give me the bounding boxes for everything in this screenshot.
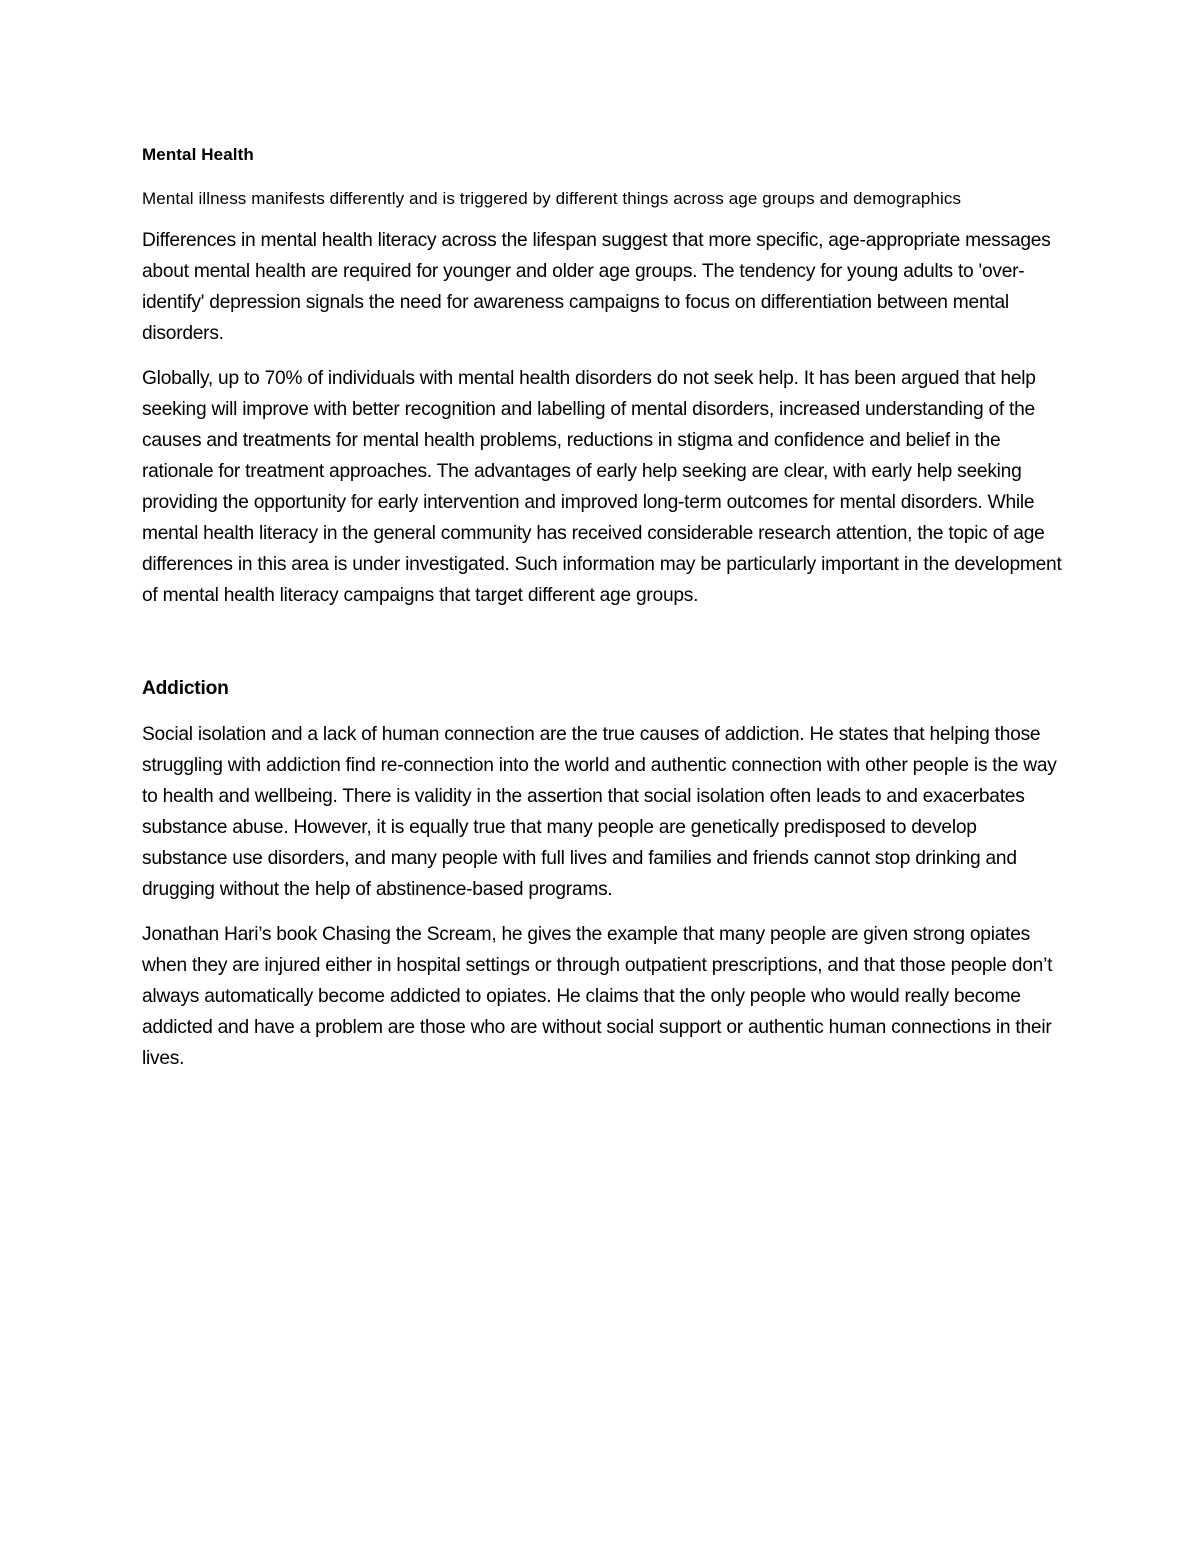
addiction-paragraph-1: Social isolation and a lack of human connection are the true causes of addiction. He states that helping those struggling with addiction find re-connection into the world and authentic connection with other people is the way to health and wellbeing. There is validity in the assertion that social isolation often leads to and exacerbates substance abuse. However, it is equally true that many people are genetically predisposed to develop substance use disorders, and many people with full lives and families and friends cannot stop drinking and drugging without the help of abstinence-based programs. (142, 724, 1057, 900)
section-spacer (142, 625, 1062, 673)
mental-health-subtitle: Mental illness manifests differently and is triggered by different things across age groups and demographics (142, 189, 962, 208)
section-heading-addiction: Addiction (142, 678, 229, 699)
document-body (142, 141, 1062, 1088)
mental-health-paragraph-2: Globally, up to 70% of individuals with mental health disorders do not seek help. It has been argued that help seeking will improve with better recognition and labelling of mental disorders, increased understanding of the causes and treatments for mental health problems, reductions in stigma and confidence and belief in the rationale for treatment approaches. The advantages of early help seeking are clear, with early help seeking providing the opportunity for early intervention and improved long-term outcomes for mental disorders. While mental health literacy in the general community has received considerable research attention, the topic of age differences in this area is under investigated. Such information may be particularly important in the development of mental health literacy campaigns that target different age groups. (142, 368, 1062, 606)
addiction-paragraph-2: Jonathan Hari’s book Chasing the Scream, he gives the example that many people are given strong opiates when they are injured either in hospital settings or through outpatient prescriptions, and that those people don’t always automatically become addicted to opiates. He claims that the only people who would really become addicted and have a problem are those who are without social support or authentic human connections in their lives. (142, 924, 1053, 1069)
section-heading-mental-health: Mental Health (142, 145, 254, 164)
mental-health-paragraph-1: Differences in mental health literacy across the lifespan suggest that more specific, age-appropriate messages about mental health are required for younger and older age groups. The tendency for young adults to 'over-identify' depression signals the need for awareness campaigns to focus on differentiation between mental disorders. (142, 230, 1051, 344)
